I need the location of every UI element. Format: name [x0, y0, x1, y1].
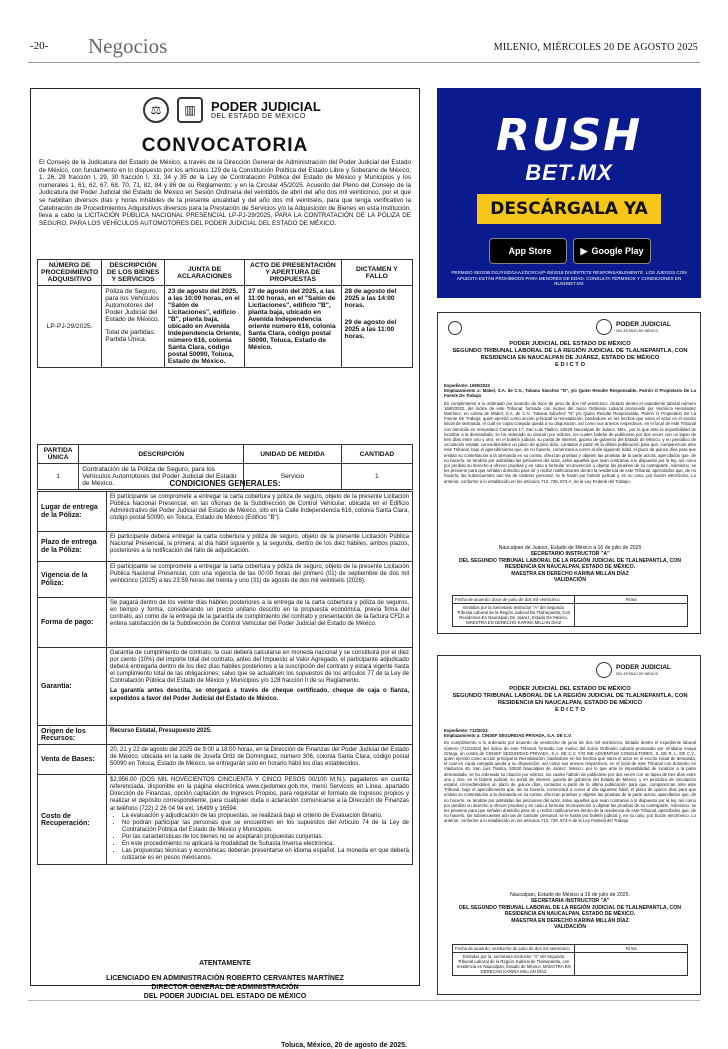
- edict-heading: PODER JUDICIAL DEL ESTADO DE MÉXICO SEGUNDO TRIBUNAL LABORAL DE LA REGIÓN JUDICIAL DE TLALNEPANTLA, CON RESIDENCIA EN NAUCALPAN DE JUÁREZ, ESTADO DE MÉXICO E D I C T O: [452, 341, 688, 368]
- th-unidad: UNIDAD DE MEDIDA: [244, 445, 342, 464]
- list-item: • Las propuestas técnicas y económicas deberán presentarse en idioma español. La moneda en que deberá cotizarse es en pesos mexicanos.: [122, 848, 409, 862]
- condition-text: 20, 21 y 22 de agosto del 2025 de 9:00 a 18:00 horas, en la Dirección de Finanzas del Poder Judicial del Estado de México, ubicada en la calle de Josefa Ortiz de Domínguez, número 306, colonia Santa Clara, código postal 50090 en Toluca, Estado de México, se entregarán solo en horario hábil los días establecidos.: [107, 745, 413, 775]
- edict-org: PODER JUDICIAL DEL ESTADO DE MÉXICO: [616, 321, 671, 333]
- notice-title: CONVOCATORIA: [141, 135, 309, 156]
- footer-rule: [28, 1000, 700, 1001]
- procedure-dictamen: 28 de agosto del 2025 a las 14:00 horas. 29 de agosto del 2025 a las 11:00 horas.: [341, 286, 412, 368]
- edict-heading: PODER JUDICIAL DEL ESTADO DE MÉXICO SEGUNDO TRIBUNAL LABORAL DE LA REGIÓN JUDICIAL DE TLALNEPANTLA, CON RESIDENCIA EN NAUCALPAN, ESTADO DE MÉXICO E D I C T O: [452, 686, 688, 713]
- validation-table: [452, 944, 688, 976]
- th-partida: PARTIDA ÚNICA: [38, 445, 79, 464]
- procedure-acto: 27 de agosto del 2025, a las 11:00 horas, en el "Salón de Licitaciones", edificio "B", planta baja, ubicado en Avenida Independencia oriente número 616, colonia Santa Clara, código postal 50090, Toluca, Estado de México.: [245, 286, 342, 368]
- convocatoria-notice: [30, 88, 420, 1049]
- notice-logo: [143, 97, 321, 123]
- edict-body: Expediente: 712/2023. Emplazamiento a: CINSEF SEGURIDAD PRIVADA, S.A. DE C.V. En cumplimiento a lo ordenado por acuerdo de veintiocho de junio de dos mil veinticinco, dictado dentro el expediente laboral número (712/2023) del índice de este Tribunal, formado con motivo del Juicio Ordinario Laboral promovido por Viridiana Anaya Ortega, en contra de CINSEF SEGURIDAD PRIVADA, S.A. DE C.V. Y/O SIE ADVENTUM CONSULTORES, S. DE R. L. DE C.V., quien ejercitó como acción principal la Reinstalación, basándose en los hechos que narra el actor en el escrito inicial de demanda, el cual en copia cotejada queda a su disposición, así como sus anexos respectivos, en el local de este Tribunal con domicilio en Viaductos 45, San Luis Tlatilco, 53530 Naucalpan de Juárez, México, por lo que ante la imposibilidad de localizar a la parte demandada, se ha ordenado su citación por edictos, los cuales habrán de publicarse por dos veces con un lapso de tres días entre uno y otro, en el boletín judicial, su portal de internet, gaceta de gobierno del Estado de México, y en periódico de circulación estatal, concediéndoles un plazo de quince días, contados a partir de la última publicación para que, comparezcan ante este Tribunal, bajo el apercibimiento que, de no hacerlo, comenzará a correr al día siguiente hábil, el plazo de quince días para que emitan su contestación a la demanda en su contra, ofrezcan pruebas y objeten las pruebas de la parte actora, apercibidos que, de no hacerlo, se tendrán por admitidas las peticiones del actor, salvo aquellas que sean contrarias a lo dispuesto por la ley, así como por perdido su derecho a ofrecer pruebas y en caso a formular reconvención u objetar las pruebas de su contraparte. Asimismo, se les previene para que señalen domicilio para oír y recibir notificaciones dentro de la residencia de este Tribunal, apercibidos que, de no hacerlo, las subsecuentes aún las de carácter personal, se le harán por boletín judicial y, en su caso, por buzón electrónico. Lo anterior, conforme a lo establecido en los artículos 712, 739, 873-A de la Ley Federal del Trabajo.: [444, 728, 696, 824]
- signer-org: DEL PODER JUDICIAL DEL ESTADO DE MÉXICO: [143, 993, 307, 1000]
- edict-logos: [438, 660, 702, 682]
- conditions-bullets: [110, 813, 409, 863]
- ad-brand-domain: BET.MX: [525, 160, 613, 185]
- condition-label: Lugar de entrega de la Póliza:: [38, 492, 107, 532]
- condition-label: Vigencia de la Póliza:: [38, 562, 107, 598]
- signer-name: LICENCIADO EN ADMINISTRACIÓN ROBERTO CERVANTES MARTÍNEZ: [106, 975, 344, 982]
- list-item: • No podrán participar las personas que se encuentren en los supuestos del Artículo 74 de la Ley de Contratación Pública del Estado de México y Municipios.: [122, 820, 409, 834]
- condition-text: Garantía de cumplimiento de contrato, la cual deberá calcularse en moneda nacional y se constituirá por el diez por ciento (10%) del importe total del contrato, antes del Impuesto al Valor Agregado, el participante adjudicado deberá entregarla dentro de los diez días hábiles posteriores a la suscripción del contrato y estará vigente hasta el cumplimiento total de las obligaciones; salvo que se actualicen los supuestos de los artículos 77 de la Ley de Contratación Pública del Estado de México y Municipios y/o 128 fracción II de su Reglamento. La garantía antes descrita, se otorgará a través de cheque certificado, cheque de caja o fianza, expedidos a favor del Poder Judicial del Estado de México.: [107, 648, 413, 726]
- condition-text: El participante deberá entregar la carta cobertura y póliza de seguro, objeto de la presente Licitación Pública Nacional Presencial, la primera, al día hábil siguiente y, la segunda, dentro de los diez hábiles, ambos plazos, posteriores a la notificación del fallo de adjudicación.: [107, 532, 413, 562]
- validation-sign: Firma: [575, 596, 688, 604]
- download-cta-button[interactable]: DESCÁRGALA YA: [477, 194, 661, 224]
- signature-block: [31, 959, 419, 1001]
- condition-label: Forma de pago:: [38, 598, 107, 648]
- condition-text: $2,956.00 (DOS MIL NOVECIENTOS CINCUENTA Y CINCO PESOS 00/100 M.N.), pagaderos en cuenta referenciada, disponible en la página electrónica www.cjedomex.gob.mx, menú Servicios en Línea, apartado Dirección de Finanzas, opción captación de Ingresos Propios, para requisitar el formato de Ingresos propios y realizar el depósito correspondiente, para cualquier duda o aclaración comunicarse a la Dirección de Finanzas al teléfono (722) 2 26 04 94 ext. 16499 y 16594. • La evaluación y adjudicación de las propuestas, se realizará bajo el criterio de Evaluación Binario. • No podrán participar las personas que se encuentren en los supuestos del Artículo 74 de la Ley de Contratación Pública del Estado de México y Municipios. • Por las características de los bienes no se aceptarán propuestas conjuntas. • En este procedimiento no aplicará la modalidad de Subasta Inversa electrónica. • Las propuestas técnicas y económicas deberán presentarse en idioma español. La moneda en que deberá cotizarse es en pesos mexicanos.: [107, 775, 413, 865]
- attentamente: ATENTAMENTE: [199, 960, 251, 967]
- header-rule: [28, 62, 700, 63]
- item-description: Contratación de la Póliza de Seguro, para los Vehículos Automotores del Poder Judicial del Estado de México.: [79, 464, 244, 490]
- th-procedure: NÚMERO DE PROCEDIMIENTO ADQUISITIVO: [38, 260, 102, 286]
- procedure-junta: 23 de agosto del 2025, a las 10:00 horas, en el "Salón de Licitaciones", edificio "B", planta baja, ubicado en Avenida Independencia Oriente, número 616, colonia Santa Clara, código postal 50090, Toluca, Estado de México.: [164, 286, 244, 368]
- condition-label: Garantía:: [38, 648, 107, 726]
- edict-footer: Naucalpan de Juárez, Estado de México a 16 de julio de 2025 SECRETARIO INSTRUCTOR "A" DEL SEGUNDO TRIBUNAL LABORAL DE LA REGIÓN JUDICIAL DE TLALNEPANTLA, CON RESIDENCIA EN NAUCALPAN, ESTADO DE MÉXICO. MAESTRA EN DERECHO KARINA MILLÁN DÍAZ VALIDACIÓN: [458, 545, 682, 584]
- item-quantity: 1: [341, 464, 412, 490]
- page-number: -20-: [30, 40, 49, 52]
- item-partida: 1: [38, 464, 79, 490]
- th-junta: JUNTA DE ACLARACIONES: [164, 260, 244, 286]
- procedure-number: LP-PJ-29/2025.: [38, 286, 102, 368]
- edict-footer: Naucalpan, Estado de México a 16 de julio de 2025. SECRETARIA INSTRUCTOR "A" DEL SEGUNDO TRIBUNAL LABORAL DE LA REGIÓN JUDICIAL DE TLALNEPANTLA, CON RESIDENCIA EN NAUCALPAN, ESTADO DE MÉXICO. MAESTRA EN DERECHO KARINA MILLÁN DÍAZ VALIDACIÓN: [458, 892, 682, 931]
- validation-sign: Firma: [575, 945, 688, 953]
- th-description: DESCRIPCIÓN DE LOS BIENES Y SERVICIOS: [102, 260, 165, 286]
- org-sub: DEL ESTADO DE MÉXICO: [211, 113, 306, 120]
- validation-issuer: Emitidos por la Secretario Instructor "A" del Segundo Tribunal Laboral de la Región Judicial De Tlalnepantla, Con Residencia En Naucalpan De Juárez, Estado De México. MAESTRA EN DERECHO KARINA MILLÁN DÍAZ: [453, 604, 575, 627]
- procedure-description: Póliza de Seguro, para los Vehículos Automotores del Poder Judicial del Estado de México. Total de partidas: Partida Única.: [102, 286, 165, 368]
- edict-body: Expediente: 1690/2022 Emplazamiento a: Mabel, S.A. de C.V., Tatiana Sánchez "N", y/o Quien Resulte Responsable, Patrón O Propietario De La Fuente De Trabajo En cumplimiento a lo ordenado por acuerdo de doce de junio de dos mil veinticinco, dictado dentro el expediente laboral número 1690/2022, del índice de este Tribunal, formado con motivo del Juicio Ordinario Laboral promovido por Verónica Hernández Martínez, en contra de Mabel, S.A. de C.V., Tatiana Sánchez "N" y/o Quien Resulte Responsable, Patrón O Propietario De La Fuente De Trabajo; quien ejercitó como acción principal la reinstalación, basándose en los hechos que narra el actor en el escrito inicial de demanda, el cual en copia cotejada queda a su disposición, así como sus anexos respectivos, en el local de este Tribunal con domicilio en Venustiano Carranza 17, San Luis Tlatilco, 53529 Naucalpan de Juárez, Méx., por lo que ante la imposibilidad de localizar a la demandada, se ha ordenado su citación por edictos, los cuales habrán de publicarse por dos veces con un lapso de tres días entre uno y otro, en el boletín judicial, su portal de internet, gaceta de gobierno del Estado de México, y en periódico de circulación estatal, concediéndoles un plazo de quince días, contados a partir de la última publicación para que, comparezcan ante este Tribunal, bajo el apercibimiento que, de no hacerlo, comenzará a correr al día siguiente hábil, el plazo de quince días para que emitan su contestación a la demanda en su contra, ofrezcan pruebas y objeten las pruebas de la parte actora, apercibidos que, de no hacerlo, se tendrán por admitidas las peticiones del actor, salvo aquellas que sean contrarias a lo dispuesto por la ley, así como por perdido su derecho a ofrecer pruebas y en caso a formular reconvención u objetar las pruebas de su contraparte. Asimismo, se les previene para que señalen domicilio para oír y recibir notificaciones dentro la residencia de este Tribunal, apercibidos que, de no hacerlo, las subsecuentes aún las de carácter personal, se le harán por boletín judicial y, en su caso, por buzón electrónico. Lo anterior, conforme a lo establecido en los artículos 712, 739, 873-A, de la Ley Federal del Trabajo.: [444, 383, 696, 484]
- edict-2: [437, 655, 701, 995]
- validation-date: Fecha de acuerdo: veintiocho de junio de dos mil veinticinco: [453, 945, 575, 953]
- google-play-label: Google Play: [591, 246, 644, 256]
- place-date: Toluca, México, 20 de agosto de 2025.: [281, 1042, 407, 1049]
- condition-label: Plazo de entrega de la Póliza:: [38, 532, 107, 562]
- th-desc: DESCRIPCIÓN: [79, 445, 244, 464]
- condition-text: El participante se compromete a entregar la carta cobertura y póliza de seguro, objeto de la presente Licitación Pública Nacional Presencial, en las oficinas de la Subdirección de Control Vehicular, ubicada en el Edificio Administrativo del Poder Judicial del Estado de México, sito en la Calle Independencia 616, colonia Santa Clara, código postal 50090, en Toluca, Estado de México (Edificio "B").: [107, 492, 413, 532]
- validation-date: Fecha de acuerdo: doce de junio de dos mil veinticinco: [453, 596, 575, 604]
- play-icon: ▶: [580, 245, 588, 256]
- list-item: • Por las características de los bienes no se aceptarán propuestas conjuntas.: [122, 834, 409, 841]
- dateline: MILENIO, MIÉRCOLES 20 DE AGOSTO 2025: [493, 42, 698, 53]
- edict-org: PODER JUDICIAL DEL ESTADO DE MÉXICO: [616, 664, 671, 676]
- validation-table: [452, 595, 688, 627]
- ad-disclaimer: PERMISO SEGOB DGJYS/DGAAJ/DCRCA/P-05/2018 DIVIÉRTETE RESPONSABLEMENTE. LOS JUEGOS CON APUESTA ESTÁN PROHIBIDOS PARA MENORES DE EDAD. CONSULTA TÉRMINOS Y CONDICIONES EN RUSHBET.MX: [451, 270, 687, 287]
- edict-1: [437, 312, 701, 634]
- condition-text: El participante se compromete a entregar la carta cobertura y póliza de seguro, objeto de la presente Licitación Pública Nacional Presencial, con una vigencia de las 00:00 horas del primero (01) de septiembre de dos mil veinticinco (2025) a las 23:59 horas del treinta y uno (31) de agosto de dos mil veintiséis (2026).: [107, 562, 413, 598]
- condition-label: Origen de los Recursos:: [38, 726, 107, 745]
- th-acto: ACTO DE PRESENTACIÓN Y APERTURA DE PROPUESTAS: [245, 260, 342, 286]
- rushbet-ad[interactable]: [437, 88, 701, 298]
- conditions-table: [37, 491, 413, 865]
- th-cantidad: CANTIDAD: [341, 445, 412, 464]
- condition-label: Venta de Bases:: [38, 745, 107, 775]
- condition-label: Costo de Recuperación:: [38, 775, 107, 865]
- judicial-logo-icon: [596, 662, 612, 678]
- condition-text: Se pagará dentro de los veinte días hábiles posteriores a la entrega de la carta cobertura y póliza de seguros, en tiempo y forma, considerando un precio unitario descrito en la propuesta económica, previa firma del contrato, así como de la entrega de la garantía de cumplimiento del contrato y presentación de la factura CFDI a entera satisfacción de la Subdirección de Control Vehicular del Poder Judicial del Estado de México.: [107, 598, 413, 648]
- app-store-label: App Store: [508, 246, 552, 256]
- judicial-logo-icon: ▥: [177, 97, 203, 123]
- validation-issuer: Emitidos por la: secretaria Instructor "A" del Segundo Tribunal Laboral de la Región Judicial de Tlalnepantla, con residencia en Naucalpan, Estado de México. MAESTRA EN DERECHO KARINA MILLÁN DÍAZ: [453, 953, 575, 976]
- app-store-badge[interactable]: [489, 238, 567, 264]
- list-item: • En este procedimiento no aplicará la modalidad de Subasta Inversa electrónica.: [122, 841, 409, 848]
- state-seal-icon: ⚖: [143, 97, 169, 123]
- list-item: • La evaluación y adjudicación de las propuestas, se realizará bajo el criterio de Evaluación Binario.: [122, 813, 409, 820]
- org-name: PODER JUDICIAL: [211, 99, 321, 114]
- edict-logos: [438, 317, 702, 339]
- signer-role: DIRECTOR GENERAL DE ADMINISTRACIÓN: [151, 984, 299, 991]
- ad-brand: RUSH: [495, 110, 643, 161]
- state-seal-icon: [448, 321, 462, 335]
- judicial-logo-icon: [596, 319, 612, 335]
- item-unit: Servicio: [244, 464, 342, 490]
- google-play-badge[interactable]: [573, 238, 651, 264]
- conditions-title: CONDICIONES GENERALES:: [169, 479, 281, 488]
- procedure-table: [37, 259, 413, 368]
- section-title: Negocios: [88, 34, 168, 58]
- notice-intro: El Consejo de la Judicatura del Estado de México, a través de la Dirección General de Administración del Poder Judicial del Estado de México, con fundamento en lo dispuesto por los artículos 129 de la Constitución Política del Estado Libre y Soberano de México; 1, 26, 28 fracción I, 29, 30 fracción I, 33, 34 y 35 de la Ley de Contratación Pública del Estado de México y Municipios y los numerales 1, 61, 62, 67, 68, 70, 71, 82, 84 y 86 de su Reglamento; y en la Circular 45/2025. Acuerdo del Pleno del Consejo de la Judicatura del Poder Judicial del Estado de México en Sesión Ordinaria del veintidós de abril del año dos mil veinticinco, por el que se habilitan diversos días y horas inhábiles de la presente anualidad y del año dos mil veintiséis, para que tenga verificativo la Celebración de Procedimientos Adquisitivos diversos para la Prestación de Servicios y/o la Adquisición de Bienes en esta Institución, lleva a cabo la LICITACIÓN PÚBLICA NACIONAL PRESENCIAL LP-PJ-29/2025, PARA LA CONTRATACIÓN DE LA PÓLIZA DE SEGURO, PARA LOS VEHÍCULOS AUTOMOTORES DEL PODER JUDICIAL DEL ESTADO DE MÉXICO.: [39, 159, 411, 227]
- th-dictamen: DICTAMEN Y FALLO: [341, 260, 412, 286]
- condition-text: Recurso Estatal, Presupuesto 2025.: [107, 726, 413, 745]
